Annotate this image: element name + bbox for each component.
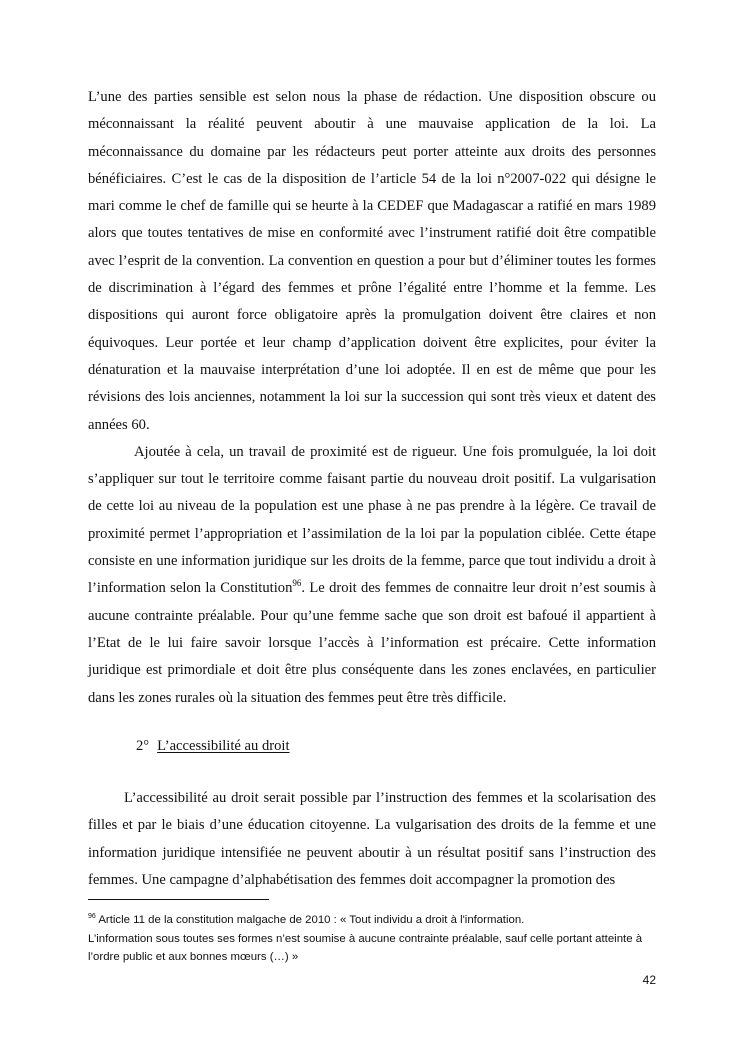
paragraph-text: . Le droit des femmes de connaitre leur droit n’est soumis à aucune contrainte préalable. Pour qu’une femme sache que son droit est bafoué il appartient à l’Etat de le lui faire savoir lorsque l’accès à l’information est précaire. Cette information juridique est primordiale et doit être plus conséquente dans les zones enclavées, en particulier dans les zones rurales où la situation des femmes peut être très difficile. [88,580,656,706]
footnote-line: L’information sous toutes ses formes n’est soumise à aucune contrainte préalable, sauf celle portant atteinte à l’ordre public et aux bonnes mœurs (…) » [88,932,643,963]
footnote [88,911,668,967]
section-number: 2° [136,737,150,754]
paragraph [88,439,656,712]
body-text [88,84,656,894]
paragraph: L’une des parties sensible est selon nous la phase de rédaction. Une disposition obscure ou méconnaissant la réalité peuvent aboutir à une mauvaise application de la loi. La méconnaissance du domaine par les rédacteurs peut porter atteinte aux droits des personnes bénéficiaires. C’est le cas de la disposition de l’article 54 de la loi n°2007-022 qui désigne le mari comme le chef de famille qui se heurte à la CEDEF que Madagascar a ratifié en mars 1989 alors que toutes tentatives de mise en conformité avec l’instrument ratifié doit être compatible avec l’esprit de la convention. La convention en question a pour but d’éliminer toutes les formes de discrimination à l’égard des femmes et prône l’égalité entre l’homme et la femme. Les dispositions qui auront force obligatoire après la promulgation doivent être claires et non équivoques. Leur portée et leur champ d’application doivent être explicites, pour éviter la dénaturation et la mauvaise interprétation d’une loi adoptée. Il en est de même que pour les révisions des lois anciennes, notamment la loi sur la succession qui sont très vieux et datent des années 60. [88,89,656,433]
section-title: L’accessibilité au droit [157,737,290,754]
paragraph-text: Ajoutée à cela, un travail de proximité est de rigueur. Une fois promulguée, la loi doit s’appliquer sur tout le territoire comme faisant partie du nouveau droit positif. La vulgarisation de cette loi au niveau de la population est une phase à ne pas prendre à la légère. Ce travail de proximité permet l’appropriation et l’assimilation de la loi par la population ciblée. Cette étape consiste en une information juridique sur les droits de la femme, parce que tout individu a droit à l’information selon la Constitution [88,443,656,597]
footnote-reference[interactable]: 96 [292,578,302,589]
section-heading [136,733,656,760]
page-number: 42 [642,973,656,987]
footnote-text: Article 11 de la constitution malgache de 2010 : « Tout individu a droit à l'information. [95,914,525,926]
paragraph: L’accessibilité au droit serait possible par l’instruction des femmes et la scolarisation des filles et par le biais d’une éducation citoyenne. La vulgarisation des droits de la femme et une information juridique intensifiée ne peuvent aboutir à un résultat positif sans l’instruction des femmes. Une campagne d’alphabétisation des femmes doit accompagner la promotion des [88,790,656,889]
footnote-marker: 96 [88,913,96,921]
footnote-separator [88,899,269,900]
footnote-line [88,911,668,930]
